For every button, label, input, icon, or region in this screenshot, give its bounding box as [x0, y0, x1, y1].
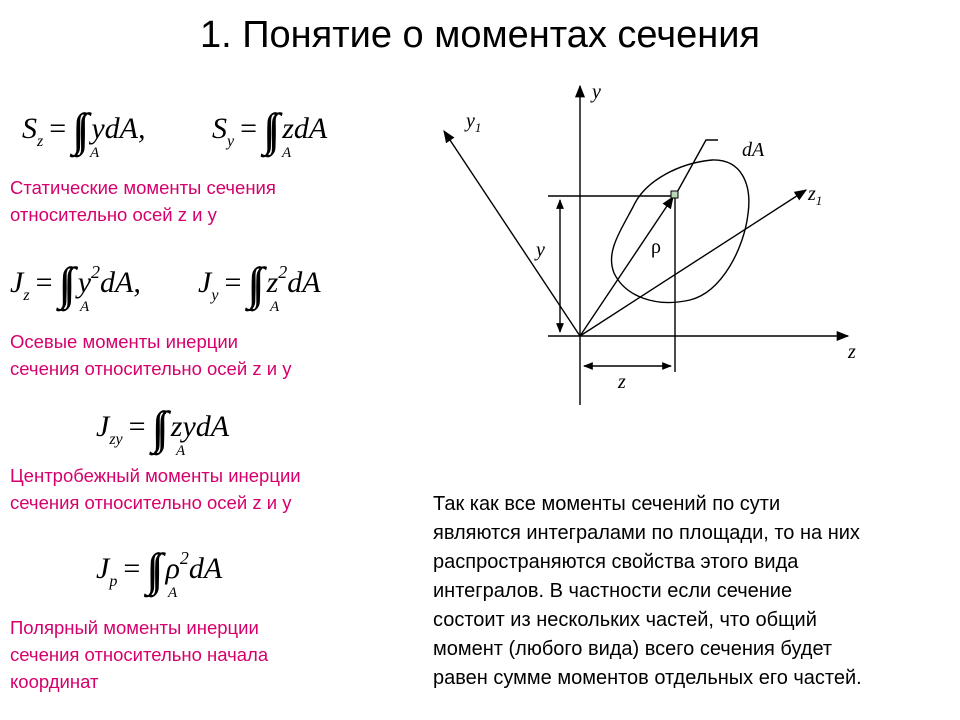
z1-axis — [580, 190, 806, 336]
equals-sign: = — [128, 410, 146, 443]
section-axes-diagram — [420, 75, 870, 405]
formula-symbol: J — [96, 410, 110, 443]
formula-body: dA — [287, 266, 321, 299]
integral-limit: A — [168, 585, 178, 601]
formula-power: 2 — [91, 262, 101, 282]
caption-axial-moments — [10, 328, 291, 382]
caption-line: относительно осей z и y — [10, 204, 217, 225]
formula-polar-moment-jp — [96, 540, 223, 601]
section-contour — [611, 160, 748, 303]
caption-line: координат — [10, 671, 99, 692]
elemental-area-marker — [671, 191, 678, 198]
caption-line: Статические моменты сечения — [10, 177, 276, 198]
note-line: являются интегралами по площади, то на них — [433, 522, 860, 544]
integral-limit: A — [176, 443, 186, 459]
formula-body: ydA, — [91, 112, 146, 145]
note-line: распространяются свойства этого вида — [433, 551, 799, 573]
formula-subscript: p — [109, 573, 118, 590]
formula-body: zydA — [170, 410, 230, 443]
equals-sign: = — [240, 112, 258, 145]
y-dimension-label: y — [536, 239, 545, 261]
formula-symbol: J — [10, 266, 24, 299]
double-integral-icon: ∫∫ — [263, 104, 273, 155]
formula-axial-moment-jz — [10, 254, 141, 315]
slide-title: 1. Понятие о моментах сечения — [199, 14, 761, 56]
formula-variable: z — [266, 266, 279, 299]
caption-line: Центробежный моменты инерции — [10, 465, 301, 486]
double-integral-icon: ∫∫ — [72, 104, 82, 155]
formula-axial-moment-jy — [198, 254, 321, 315]
formula-subscript: zy — [109, 431, 123, 448]
formula-symbol: S — [22, 112, 37, 145]
equals-sign: = — [35, 266, 53, 299]
formula-subscript: z — [23, 287, 30, 304]
formula-body: dA — [188, 552, 223, 585]
caption-line: Полярный моменты инерции — [10, 617, 259, 638]
caption-centrifugal-moment — [10, 462, 301, 516]
caption-line: сечения относительно осей z и y — [10, 358, 292, 379]
caption-line: сечения относительно осей z и y — [10, 492, 292, 513]
integral-limit: A — [270, 299, 280, 315]
formula-symbol: J — [96, 552, 110, 585]
rho-label: ρ — [651, 236, 661, 258]
z-axis-label: z — [848, 341, 856, 363]
note-line: равен сумме моментов отдельных его частей. — [433, 667, 862, 689]
formula-subscript: y — [211, 287, 219, 304]
double-integral-icon: ∫∫ — [146, 544, 156, 595]
note-line: интегралов. В частности если сечение — [433, 580, 793, 602]
explanatory-note — [433, 490, 953, 693]
z1-axis-label: $z_1$ — [808, 183, 823, 208]
dA-label: dA — [742, 139, 765, 161]
y-axis-label: y — [592, 81, 601, 103]
formula-variable: y — [77, 266, 92, 299]
equals-sign: = — [49, 112, 67, 145]
formula-body: zdA — [282, 112, 328, 145]
formula-subscript: z — [37, 133, 44, 150]
note-line: состоит из нескольких частей, что общий — [433, 609, 817, 631]
formula-variable: ρ — [165, 552, 180, 585]
caption-static-moments — [10, 174, 276, 228]
dA-leader-line — [675, 140, 718, 196]
caption-line: Осевые моменты инерции — [10, 331, 239, 352]
caption-line: сечения относительно начала — [10, 644, 269, 665]
equals-sign: = — [224, 266, 242, 299]
z-dimension-label: z — [618, 371, 626, 393]
formula-static-moment-sz — [22, 100, 146, 161]
integral-limit: A — [90, 145, 100, 161]
y1-axis-label: $y_1$ — [466, 110, 482, 135]
note-line: момент (любого вида) всего сечения будет — [433, 638, 833, 660]
formula-power: 2 — [179, 548, 189, 568]
formula-symbol: S — [212, 112, 227, 145]
double-integral-icon: ∫∫ — [58, 258, 68, 309]
formula-power: 2 — [278, 262, 288, 282]
formula-body: dA, — [100, 266, 141, 299]
formula-symbol: J — [198, 266, 212, 299]
note-line: Так как все моменты сечений по сути — [433, 493, 781, 515]
formula-subscript: y — [227, 133, 235, 150]
formula-centrifugal-moment-jzy — [96, 398, 230, 459]
formula-static-moment-sy — [212, 100, 328, 161]
caption-polar-moment — [10, 614, 268, 695]
integral-limit: A — [80, 299, 90, 315]
double-integral-icon: ∫∫ — [247, 258, 257, 309]
double-integral-icon: ∫∫ — [151, 402, 161, 453]
equals-sign: = — [123, 552, 141, 585]
integral-limit: A — [282, 145, 292, 161]
